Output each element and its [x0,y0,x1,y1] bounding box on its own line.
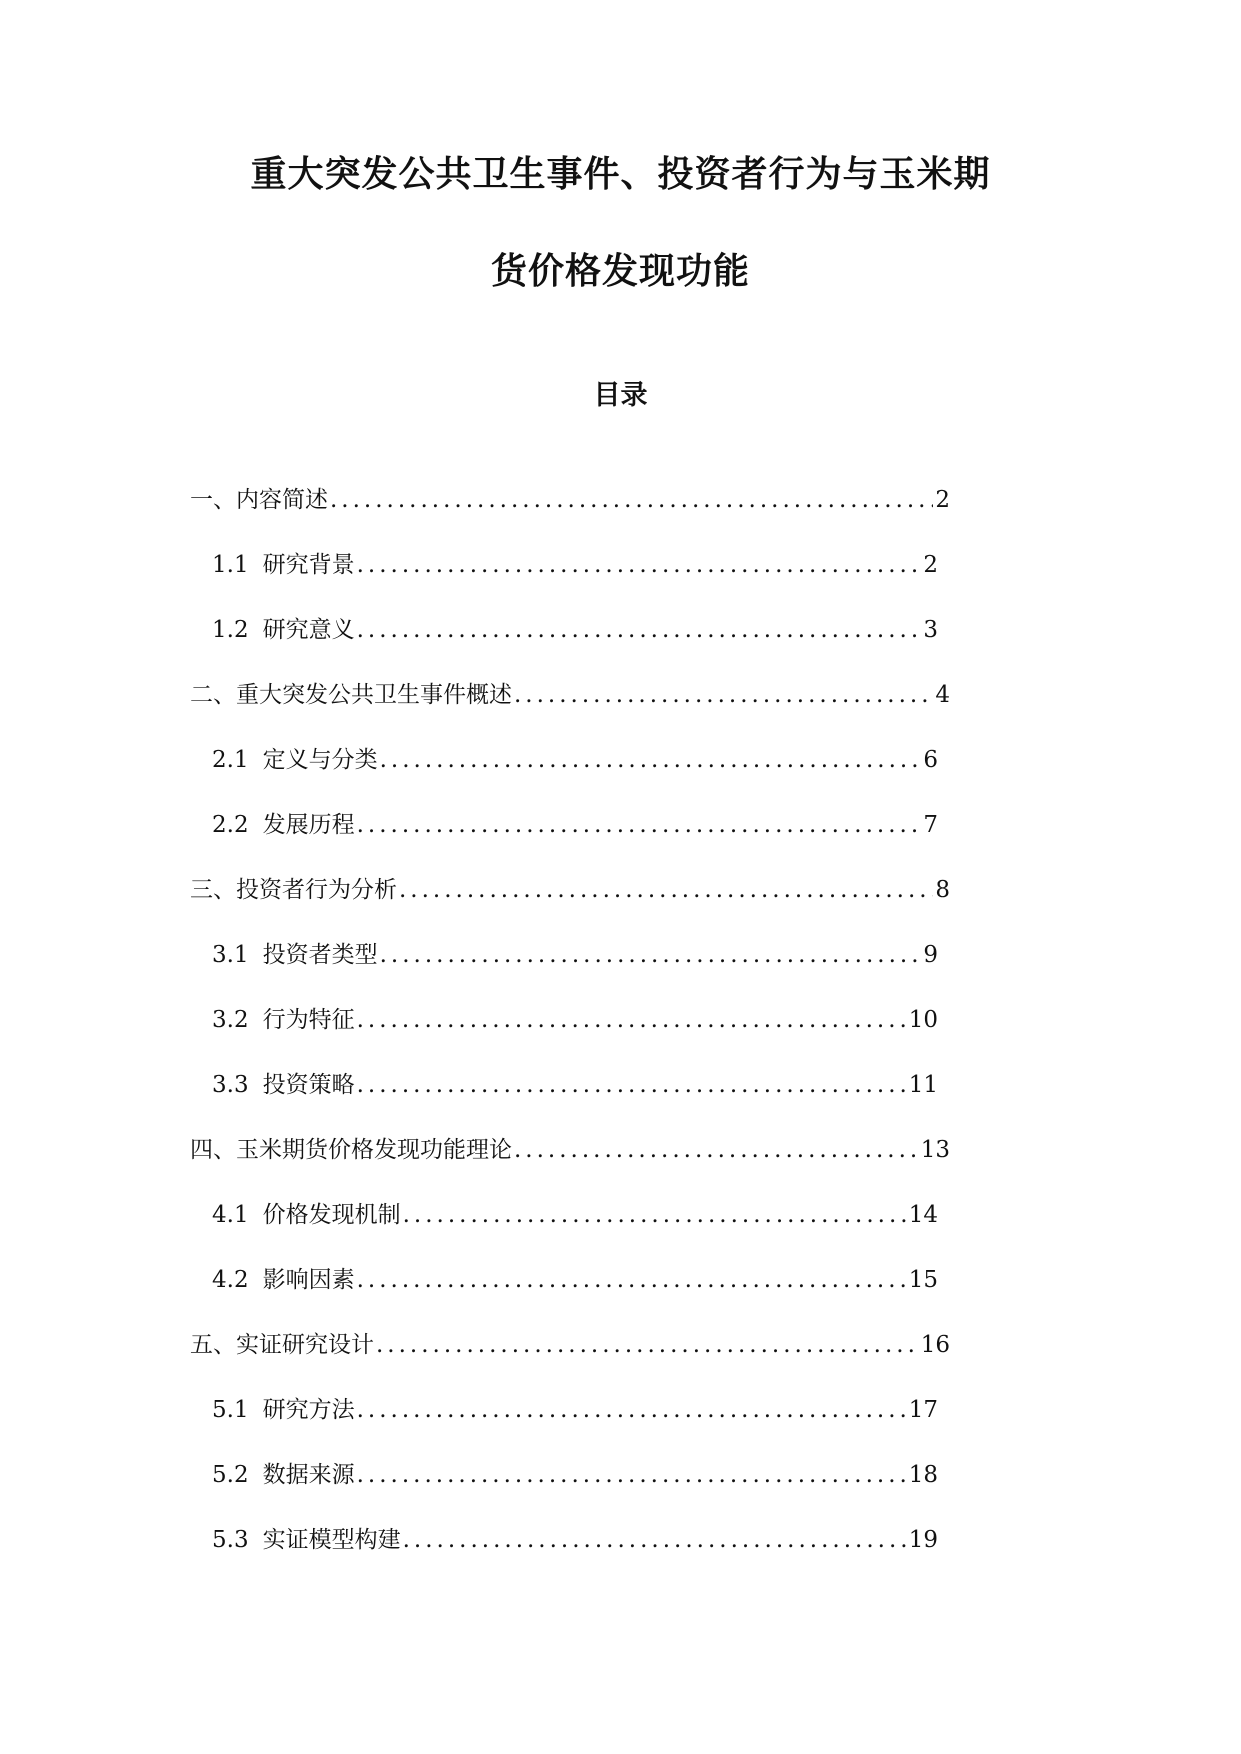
toc-entry-number: 5.3 [212,1527,249,1553]
toc-entry-label: 发展历程 [262,812,355,838]
toc-entry-number: 3.1 [212,942,249,968]
toc-dot-leader [403,1523,907,1557]
toc-entry-page: 2 [923,552,938,578]
toc-entry-label: 数据来源 [262,1462,355,1488]
toc-entry[interactable] [212,1458,938,1492]
toc-entry-page: 14 [908,1202,938,1228]
toc-entry-label: 玉米期货价格发现功能理论 [236,1137,512,1163]
toc-dot-leader [357,1458,907,1492]
toc-heading: 目录 [593,380,648,411]
toc-entry-label: 定义与分类 [262,747,378,773]
toc-dot-leader [399,873,933,907]
toc-entry-number: 2.1 [212,747,249,773]
toc-dot-leader [514,1133,919,1167]
toc-dot-leader [514,678,933,712]
toc-entry[interactable] [190,678,950,712]
toc-entry-number: 五、 [190,1332,236,1358]
toc-entry[interactable] [212,548,938,582]
toc-entry-number: 一、 [190,487,236,513]
toc-entry-number: 1.1 [212,552,249,578]
toc-entry-number: 二、 [190,682,236,708]
toc-entry[interactable] [190,1328,950,1362]
toc-dot-leader [357,1263,907,1297]
toc-entry-label: 研究意义 [262,617,355,643]
toc-entry[interactable] [212,1068,938,1102]
toc-entry-page: 6 [923,747,938,773]
document-title-line-1: 重大突发公共卫生事件、投资者行为与玉米期 [250,154,991,195]
toc-entry-page: 17 [908,1397,938,1423]
toc-dot-leader [357,613,922,647]
toc-entry[interactable] [212,1393,938,1427]
toc-entry-number: 3.3 [212,1072,249,1098]
toc-dot-leader [357,548,922,582]
toc-dot-leader [357,808,922,842]
toc-dot-leader [330,483,933,517]
toc-dot-leader [357,1068,907,1102]
toc-dot-leader [380,938,922,972]
toc-entry-label: 影响因素 [262,1267,355,1293]
toc-entry-number: 三、 [190,877,236,903]
toc-entry-page: 13 [920,1137,950,1163]
toc-entry-page: 4 [935,682,950,708]
toc-entry[interactable] [190,483,950,517]
toc-entry-page: 16 [920,1332,950,1358]
toc-entry-number: 5.2 [212,1462,249,1488]
toc-entry[interactable] [190,873,950,907]
toc-entry-label: 投资者行为分析 [236,877,397,903]
toc-entry-label: 实证研究设计 [236,1332,374,1358]
toc-entry-label: 研究方法 [262,1397,355,1423]
toc-entry-page: 7 [923,812,938,838]
toc-entry[interactable] [212,1198,938,1232]
toc-entry-label: 重大突发公共卫生事件概述 [236,682,512,708]
toc-entry[interactable] [212,1003,938,1037]
toc-entry[interactable] [212,808,938,842]
toc-entry[interactable] [212,613,938,647]
toc-entry-label: 投资者类型 [262,942,378,968]
toc-entry[interactable] [212,743,938,777]
toc-entry-number: 2.2 [212,812,249,838]
toc-entry-label: 内容简述 [236,487,328,513]
toc-dot-leader [403,1198,907,1232]
toc-entry[interactable] [212,1263,938,1297]
toc-entry-page: 3 [923,617,938,643]
toc-dot-leader [380,743,922,777]
toc-entry-label: 实证模型构建 [262,1527,401,1553]
toc-entry-page: 9 [923,942,938,968]
toc-dot-leader [357,1003,907,1037]
toc-entry-page: 8 [935,877,950,903]
toc-entry-label: 投资策略 [262,1072,355,1098]
toc-entry[interactable] [212,938,938,972]
toc-entry-label: 价格发现机制 [262,1202,401,1228]
toc-entry-page: 2 [935,487,950,513]
toc-entry-label: 研究背景 [262,552,355,578]
toc-entry-number: 1.2 [212,617,249,643]
toc-entry-page: 18 [908,1462,938,1488]
toc-entry-page: 19 [908,1527,938,1553]
toc-entry[interactable] [212,1523,938,1557]
toc-entry-label: 行为特征 [262,1007,355,1033]
toc-entry-number: 5.1 [212,1397,249,1423]
toc-entry-number: 四、 [190,1137,236,1163]
toc-entry-number: 4.1 [212,1202,249,1228]
toc-entry-number: 3.2 [212,1007,249,1033]
toc-entry-page: 15 [908,1267,938,1293]
toc-entry-number: 4.2 [212,1267,249,1293]
toc-entry-page: 11 [908,1072,938,1098]
toc-entry-page: 10 [908,1007,938,1033]
toc-dot-leader [376,1328,919,1362]
toc-entry[interactable] [190,1133,950,1167]
toc-dot-leader [357,1393,907,1427]
document-title-line-2: 货价格发现功能 [490,251,750,292]
